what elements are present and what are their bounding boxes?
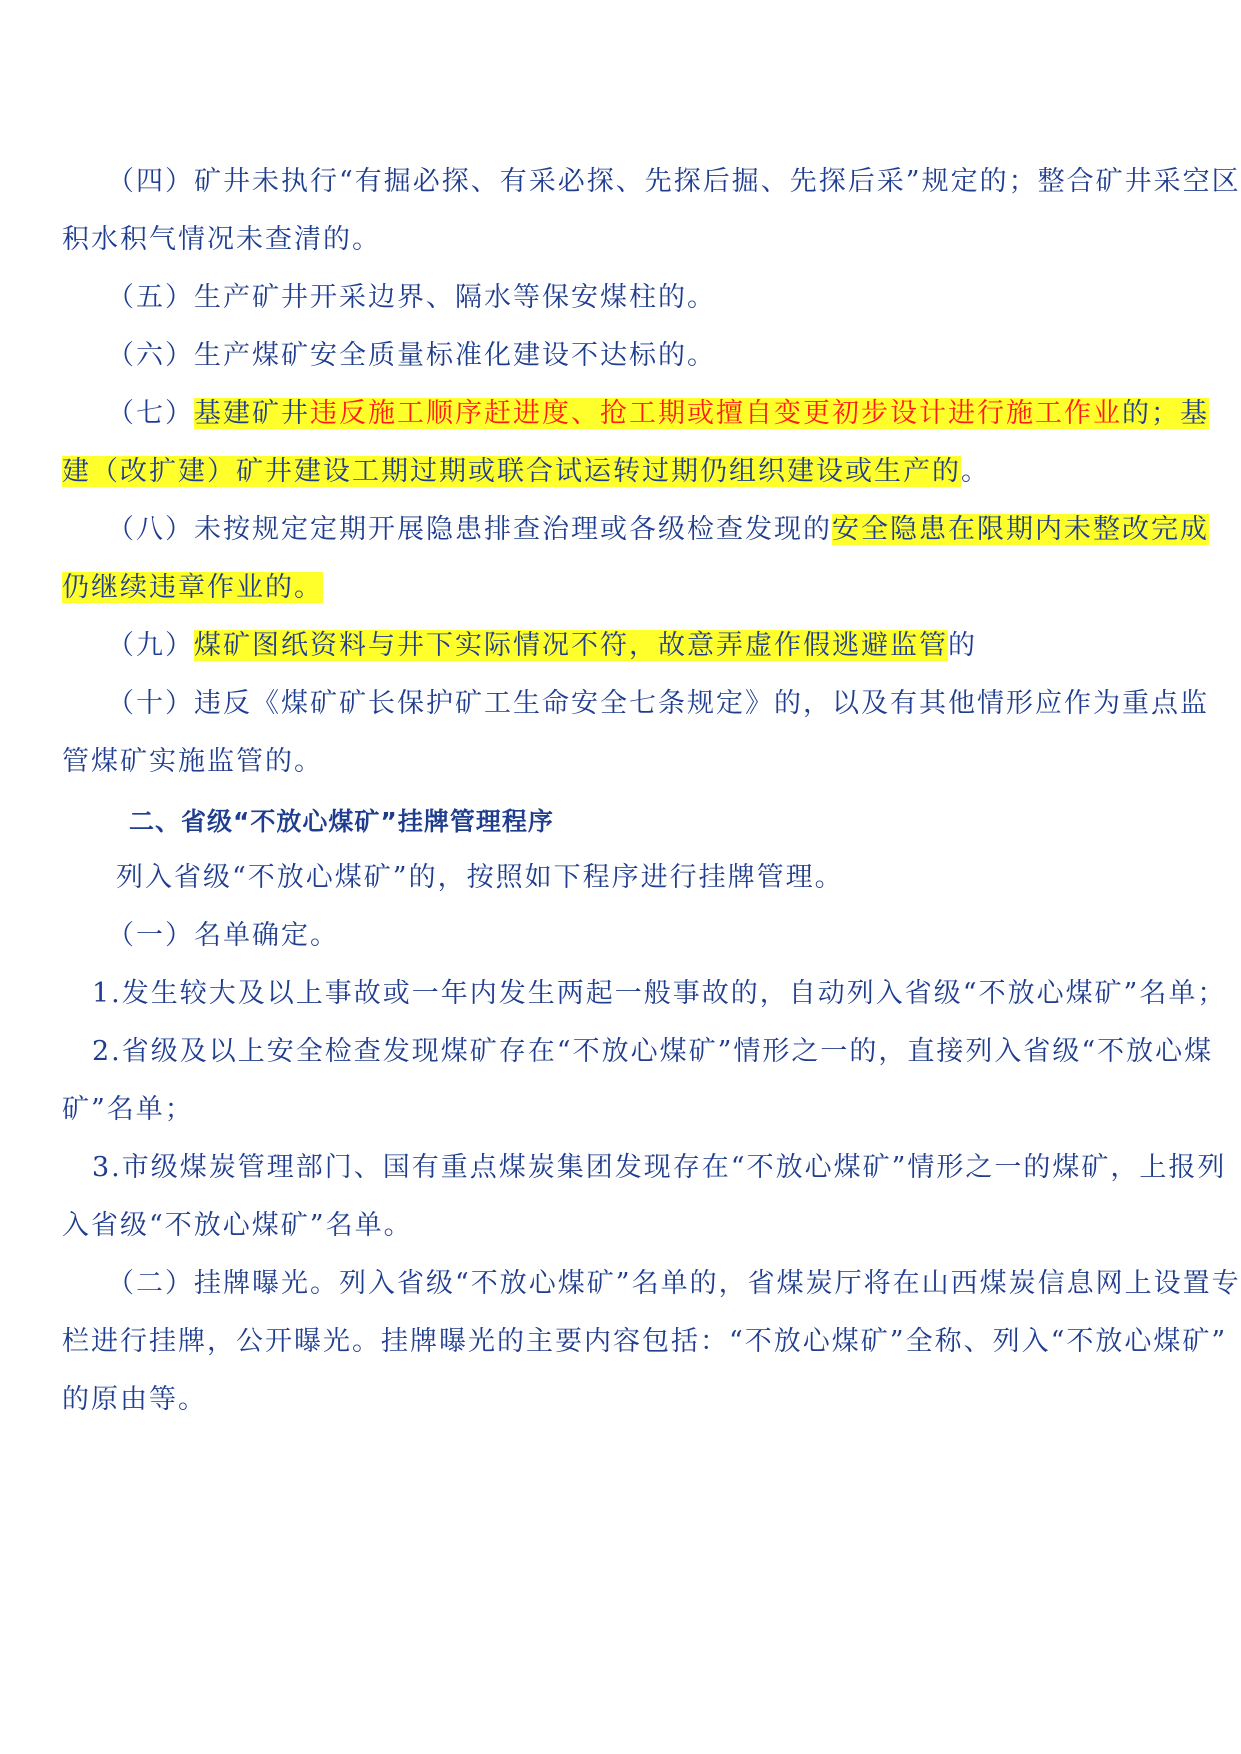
subsection-2-line-1: （二）挂牌曝光。列入省级“不放心煤矿”名单的，省煤炭厅将在山西煤炭信息网上设置专 (107, 1268, 1241, 1299)
paragraph-7-line-2-highlight: 建（改扩建）矿井建设工期过期或联合试运转过期仍组织建设或生产的 (62, 456, 961, 487)
subsection-1-title: （一）名单确定。 (107, 920, 339, 951)
document-body (62, 0, 1241, 1754)
section-2-heading: 二、省级“不放心煤矿”挂牌管理程序 (129, 807, 554, 836)
item-3-line-2: 入省级“不放心煤矿”名单。 (62, 1210, 413, 1241)
section-2-intro: 列入省级“不放心煤矿”的，按照如下程序进行挂牌管理。 (116, 862, 844, 893)
paragraph-7-line-2-end: 。 (961, 456, 990, 487)
subsection-2-line-3: 的原由等。 (62, 1384, 207, 1415)
paragraph-10-line-1: （十）违反《煤矿矿长保护矿工生命安全七条规定》的，以及有其他情形应作为重点监 (107, 688, 1209, 719)
paragraph-8-prefix: （八）未按规定定期开展隐患排查治理或各级检查发现的 (107, 514, 832, 545)
paragraph-7-line-2 (62, 455, 990, 489)
item-2-line-2: 矿”名单； (62, 1094, 194, 1125)
paragraph-4-line-2: 积水积气情况未查清的。 (62, 224, 381, 255)
paragraph-7-highlight-a: 基建矿井 (194, 398, 310, 429)
paragraph-10-line-2: 管煤矿实施监管的。 (62, 746, 323, 777)
paragraph-7-prefix: （七） (107, 398, 194, 429)
paragraph-9-highlight: 煤矿图纸资料与井下实际情况不符，故意弄虚作假逃避监管 (194, 630, 948, 661)
paragraph-4-line-1: （四）矿井未执行“有掘必探、有采必探、先探后掘、先探后采”规定的；整合矿井采空区 (107, 166, 1241, 197)
paragraph-8-line-1 (107, 513, 1209, 547)
paragraph-6: （六）生产煤矿安全质量标准化建设不达标的。 (107, 340, 716, 371)
subsection-2-line-2: 栏进行挂牌，公开曝光。挂牌曝光的主要内容包括：“不放心煤矿”全称、列入“不放心煤矿” (62, 1326, 1228, 1357)
paragraph-8-line-2-highlight: 仍继续违章作业的。 (62, 572, 323, 603)
paragraph-8-line-2 (62, 571, 323, 605)
paragraph-9-prefix: （九） (107, 630, 194, 661)
paragraph-7-highlight-b: 的；基 (1122, 398, 1209, 429)
paragraph-5: （五）生产矿井开采边界、隔水等保安煤柱的。 (107, 282, 716, 313)
paragraph-9 (107, 629, 977, 663)
item-3-line-1: 3.市级煤炭管理部门、国有重点煤炭集团发现存在“不放心煤矿”情形之一的煤矿，上报列 (92, 1152, 1227, 1183)
paragraph-8-highlight: 安全隐患在限期内未整改完成 (832, 514, 1209, 545)
paragraph-7-highlight-red: 违反施工顺序赶进度、抢工期或擅自变更初步设计进行施工作业 (310, 398, 1122, 429)
paragraph-7-line-1 (107, 397, 1209, 431)
item-2-line-1: 2.省级及以上安全检查发现煤矿存在“不放心煤矿”情形之一的，直接列入省级“不放心煤 (92, 1036, 1214, 1067)
paragraph-9-suffix: 的 (948, 630, 977, 661)
item-1: 1.发生较大及以上事故或一年内发生两起一般事故的，自动列入省级“不放心煤矿”名单； (92, 978, 1227, 1009)
